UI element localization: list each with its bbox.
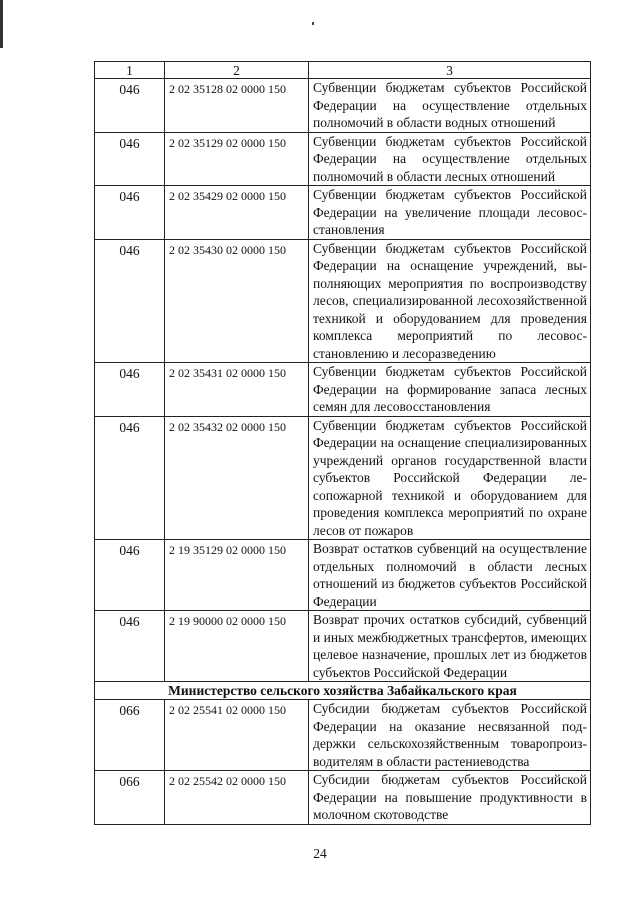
table-row: [95, 771, 591, 825]
page-number: 24: [313, 846, 327, 861]
budget-code-cell: 2 02 35128 02 0000 150: [165, 79, 309, 133]
section-title: Министерство сельского хозяйства Забайкальского края: [95, 682, 591, 700]
column-header: 3: [309, 62, 591, 79]
description-cell: Субвенции бюджетам субъектов Российской Федерации на оснащение учреждений, выполняющих мероприятия по воспроизводству лесов, специализированной лесохозяйственной техникой и оборудованием для проведения комплекса мероприятий по лесовосстановлению и лесоразведению: [309, 239, 591, 363]
column-header: 1: [95, 62, 165, 79]
table-row: [95, 186, 591, 240]
description-cell: Субвенции бюджетам субъектов Российской Федерации на формирование запаса лесных семян для лесовосстановления: [309, 363, 591, 417]
scan-edge-mark: [0, 0, 3, 48]
budget-code-cell: 2 19 35129 02 0000 150: [165, 540, 309, 611]
table-header-row: [95, 62, 591, 79]
description-cell: Возврат остатков субвенций на осуществление отдельных полномочий в области лесных отношений из бюджетов субъектов Российской Федерации: [309, 540, 591, 611]
admin-code-cell: 046: [95, 611, 165, 682]
table-row: [95, 540, 591, 611]
budget-codes-table: [94, 61, 591, 825]
description-cell: Субвенции бюджетам субъектов Российской Федерации на увеличение площади лесовосстановления: [309, 186, 591, 240]
table-row: [95, 416, 591, 540]
admin-code-cell: 046: [95, 540, 165, 611]
admin-code-cell: 066: [95, 771, 165, 825]
admin-code-cell: 046: [95, 239, 165, 363]
budget-code-cell: 2 02 25542 02 0000 150: [165, 771, 309, 825]
admin-code-cell: 046: [95, 416, 165, 540]
table-row: [95, 700, 591, 771]
description-cell: Возврат прочих остатков субсидий, субвенций и иных межбюджетных трансфертов, имеющих целевое назначение, прошлых лет из бюджетов субъектов Российской Федерации: [309, 611, 591, 682]
table-row: [95, 611, 591, 682]
budget-code-cell: 2 02 35431 02 0000 150: [165, 363, 309, 417]
section-header-row: [95, 682, 591, 700]
admin-code-cell: 046: [95, 186, 165, 240]
admin-code-cell: 046: [95, 363, 165, 417]
admin-code-cell: 046: [95, 79, 165, 133]
table-row: [95, 79, 591, 133]
description-cell: Субвенции бюджетам субъектов Российской Федерации на осуществление отдельных полномочий в области лесных отношений: [309, 132, 591, 186]
scan-dot: [312, 22, 314, 25]
column-header: 2: [165, 62, 309, 79]
budget-code-cell: 2 19 90000 02 0000 150: [165, 611, 309, 682]
admin-code-cell: 066: [95, 700, 165, 771]
admin-code-cell: 046: [95, 132, 165, 186]
description-cell: Субсидии бюджетам субъектов Российской Федерации на повышение продуктивности в молочном скотоводстве: [309, 771, 591, 825]
table-row: [95, 239, 591, 363]
budget-code-cell: 2 02 35429 02 0000 150: [165, 186, 309, 240]
table-row: [95, 363, 591, 417]
budget-code-cell: 2 02 35432 02 0000 150: [165, 416, 309, 540]
budget-code-cell: 2 02 35430 02 0000 150: [165, 239, 309, 363]
description-cell: Субвенции бюджетам субъектов Российской Федерации на осуществление отдельных полномочий в области водных отношений: [309, 79, 591, 133]
budget-code-cell: 2 02 25541 02 0000 150: [165, 700, 309, 771]
description-cell: Субсидии бюджетам субъектов Российской Федерации на оказание несвязанной поддержки сельскохозяйственным товаропроизводителям в области растениеводства: [309, 700, 591, 771]
budget-codes-table-wrapper: [94, 61, 590, 825]
budget-code-cell: 2 02 35129 02 0000 150: [165, 132, 309, 186]
description-cell: Субвенции бюджетам субъектов Российской Федерации на оснащение специализированных учреждений органов государственной власти субъектов Российской Федерации лесопожарной техникой и оборудованием для проведения комплекса мероприятий по охране лесов от пожаров: [309, 416, 591, 540]
table-row: [95, 132, 591, 186]
